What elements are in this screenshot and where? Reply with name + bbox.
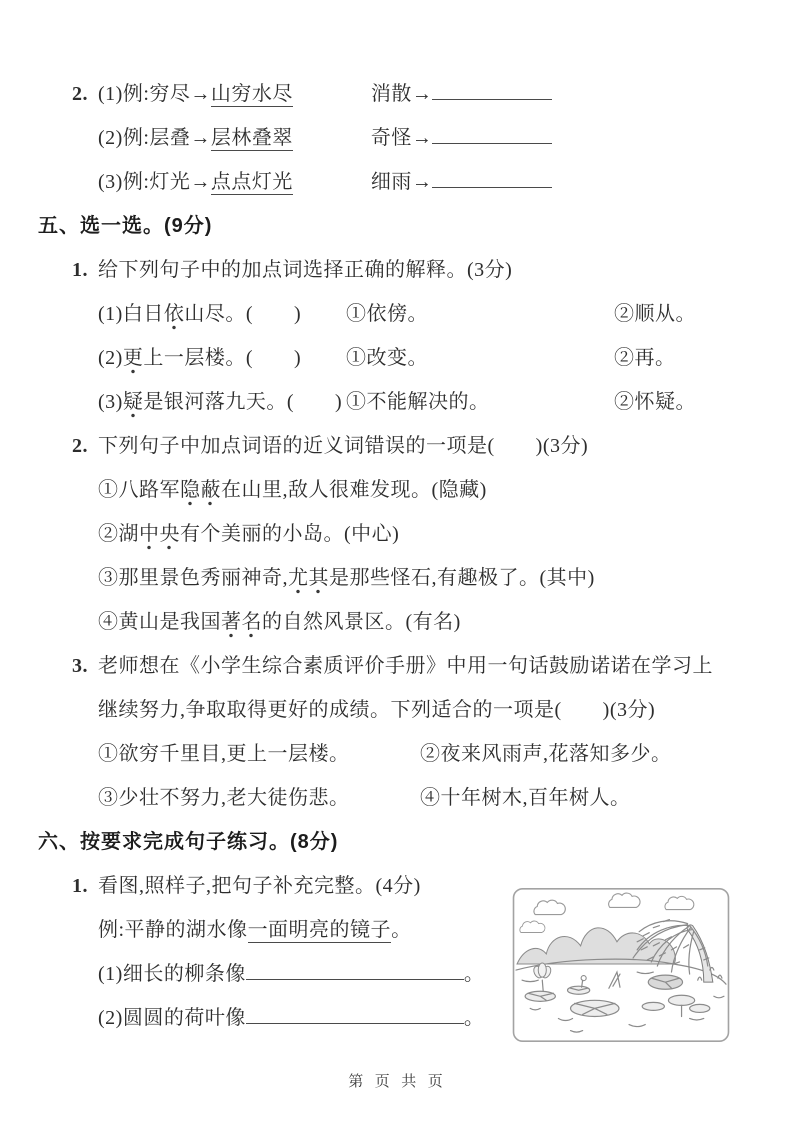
dotted-word: 隐蔽 [180, 479, 221, 506]
target-word: 消散 [370, 83, 412, 105]
arrow-icon: → [411, 83, 433, 105]
arrow-icon: → [411, 127, 433, 149]
option-1: ①改变。 [346, 347, 428, 369]
s5-q3-options-row-1 [0, 732, 793, 776]
example-underlined: 一面明亮的镜子 [247, 919, 392, 941]
s5-q1-item-2 [0, 336, 793, 380]
option-2: ②再。 [614, 347, 676, 369]
answer-blank[interactable] [432, 167, 552, 188]
dotted-word: 依 [164, 303, 185, 330]
answer-blank[interactable] [432, 79, 552, 100]
sentence-pre: (2)圆圆的荷叶像 [98, 1007, 246, 1029]
answer-paren[interactable]: ( ) [245, 303, 302, 325]
s5-q2-item-4 [0, 600, 793, 644]
question-number: 1. [72, 875, 88, 897]
sentence-pre: ③那里景色秀丽神奇, [98, 567, 288, 589]
dotted-word: 中央 [139, 523, 180, 550]
sentence-post: 是银河落九天。 [143, 391, 287, 413]
s5-q2-item-3 [0, 556, 793, 600]
sentence-pre: (2) [98, 347, 123, 369]
arrow-icon: → [190, 171, 211, 193]
option-2: ②夜来风雨声,花落知多少。 [420, 743, 672, 765]
arrow-icon: → [411, 171, 433, 193]
sentence-pre: ②湖 [98, 523, 139, 545]
example-pre: 例:平静的湖水像 [98, 919, 248, 941]
option-4: ④十年树木,百年树人。 [420, 787, 631, 809]
s5-q3-stem-line2: 继续努力,争取取得更好的成绩。下列适合的一项是( )(3分) [98, 699, 656, 721]
example-post: 。 [391, 919, 412, 941]
question-number: 2. [72, 435, 88, 457]
sentence-pre: (1)白日 [98, 303, 164, 325]
sentence-post: 。 [463, 963, 485, 985]
sentence-post: 有个美丽的小岛。(中心) [180, 523, 400, 545]
stem-text: 给下列句子中的加点词选择正确的解释。(3分) [98, 259, 513, 281]
option-1: ①依傍。 [346, 303, 428, 325]
section6-heading: 六、按要求完成句子练习。(8分) [38, 831, 339, 853]
stem-text: 老师想在《小学生综合素质评价手册》中用一句话鼓励诺诺在学习上 [98, 655, 713, 677]
question-number: 2. [72, 83, 88, 105]
sentence-pre: ①八路军 [98, 479, 180, 501]
s5-q1-item-3 [0, 380, 793, 424]
answer-blank[interactable] [432, 123, 552, 144]
option-1: ①欲穷千里目,更上一层楼。 [98, 743, 350, 765]
item-label: (2)例:层叠 [98, 127, 191, 149]
option-3: ③少壮不努力,老大徒伤悲。 [98, 787, 350, 809]
s5-q1-item-1 [0, 292, 793, 336]
dotted-word: 更 [123, 347, 144, 374]
word-extension-row-3 [0, 160, 793, 204]
section5-heading: 五、选一选。(9分) [38, 215, 213, 237]
dotted-word: 尤其 [288, 567, 329, 594]
option-2: ②怀疑。 [614, 391, 696, 413]
s5-q1-stem [0, 248, 793, 292]
sentence-pre: (3) [98, 391, 123, 413]
option-2: ②顺从。 [614, 303, 696, 325]
s5-q2-item-2 [0, 512, 793, 556]
sentence-post: 的自然风景区。(有名) [262, 611, 461, 633]
s5-q2-stem [0, 424, 793, 468]
sentence-pre: ④黄山是我国 [98, 611, 221, 633]
sentence-post: 是那些怪石,有趣极了。(其中) [329, 567, 595, 589]
item-label: (3)例:灯光 [98, 171, 191, 193]
question-number: 1. [72, 259, 88, 281]
option-1: ①不能解决的。 [346, 391, 490, 413]
top-margin [0, 0, 793, 72]
answer-blank[interactable] [246, 959, 464, 980]
dotted-word: 著名 [221, 611, 262, 638]
example-answer: 山穷水尽 [210, 83, 293, 105]
target-word: 奇怪 [370, 127, 412, 149]
page-footer: 第 页 共 页 [348, 1073, 445, 1090]
stem-text: 看图,照样子,把句子补充完整。(4分) [98, 875, 421, 897]
arrow-icon: → [190, 127, 211, 149]
example-answer: 层林叠翠 [210, 127, 293, 149]
sentence-post: 。 [463, 1007, 485, 1029]
s5-q3-options-row-2 [0, 776, 793, 820]
sentence-post: 山尽。 [184, 303, 246, 325]
sentence-pre: (1)细长的柳条像 [98, 963, 246, 985]
example-answer: 点点灯光 [210, 171, 293, 193]
word-extension-row-1 [0, 72, 793, 116]
s5-q2-item-1 [0, 468, 793, 512]
stem-text: 下列句子中加点词语的近义词错误的一项是( )(3分) [98, 435, 589, 457]
word-extension-row-2 [0, 116, 793, 160]
answer-paren[interactable]: ( ) [245, 347, 302, 369]
sentence-post: 在山里,敌人很难发现。(隐藏) [221, 479, 487, 501]
s5-q3-stem-line1 [0, 644, 793, 688]
answer-paren[interactable]: ( ) [286, 391, 343, 413]
question-number: 3. [72, 655, 88, 677]
answer-blank[interactable] [246, 1003, 464, 1024]
arrow-icon: → [190, 83, 211, 105]
dotted-word: 疑 [123, 391, 144, 418]
pond-illustration [512, 886, 730, 1044]
sentence-post: 上一层楼。 [143, 347, 246, 369]
item-label: (1)例:穷尽 [98, 83, 191, 105]
target-word: 细雨 [370, 171, 412, 193]
